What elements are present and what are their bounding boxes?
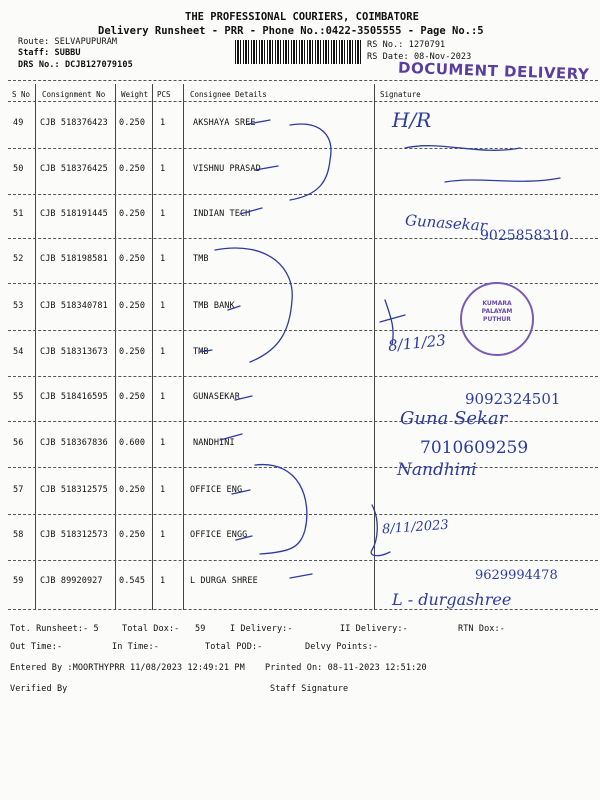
row-sno: 52	[13, 254, 24, 264]
row-sno: 50	[13, 164, 24, 174]
col-weight: Weight	[121, 90, 149, 99]
staff-label: Staff: SUBBU	[18, 48, 81, 58]
row-weight: 0.250	[119, 254, 146, 264]
in-time: In Time:-	[112, 642, 159, 652]
tick-mark	[290, 574, 312, 578]
row-weight: 0.250	[119, 118, 146, 128]
row-sno: 53	[13, 301, 24, 311]
row-weight: 0.250	[119, 485, 146, 495]
handwriting-name: L - durgashree	[392, 590, 512, 609]
row-pcs: 1	[160, 347, 166, 357]
row-pcs: 1	[160, 392, 166, 402]
delvy-points: Delvy Points:-	[305, 642, 379, 652]
row-consignee: TMB BANK	[193, 301, 235, 311]
row-consignee: TMB	[193, 254, 209, 264]
rs-date: RS Date: 08-Nov-2023	[367, 52, 472, 62]
row-consignment: CJB 518376423	[40, 118, 108, 128]
strike-mark	[445, 178, 560, 182]
row-consignment: CJB 518376425	[40, 164, 108, 174]
row-sno: 51	[13, 209, 24, 219]
row-pcs: 1	[160, 164, 166, 174]
entered-by: Entered By :MOORTHYPRR 11/08/2023 12:49:21 PM	[10, 663, 245, 673]
row-consignee: INDIAN TECH	[193, 209, 251, 219]
handwriting-date: 8/11/2023	[381, 517, 450, 538]
row-sno: 56	[13, 438, 24, 448]
row-consignee: AKSHAYA SREE	[193, 118, 256, 128]
bank-seal	[460, 282, 534, 356]
tick-mark	[248, 120, 270, 124]
tot-runsheet: Tot. Runsheet:- 5	[10, 624, 99, 634]
handwriting-date: 8/11/23	[387, 331, 447, 355]
row-sno: 58	[13, 530, 24, 540]
handwriting-phone: 9025858310	[480, 228, 570, 244]
seal-text: KUMARA PALAYAM PUTHUR	[481, 300, 513, 323]
row-consignee: NANDHINI	[193, 438, 235, 448]
total-dox-value: 59	[195, 624, 206, 634]
row-pcs: 1	[160, 118, 166, 128]
row-sno: 54	[13, 347, 24, 357]
col-sno: S No	[12, 90, 31, 99]
row-consignee: TMB	[193, 347, 209, 357]
company-name: THE PROFESSIONAL COURIERS, COIMBATORE	[185, 11, 419, 23]
bracket-mark	[255, 465, 307, 554]
row-sno: 55	[13, 392, 24, 402]
row-sno: 59	[13, 576, 24, 586]
route-label: Route: SELVAPUPURAM	[18, 37, 118, 47]
row-weight: 0.250	[119, 301, 146, 311]
tick-mark	[240, 208, 262, 214]
runsheet-subtitle: Delivery Runsheet - PRR - Phone No.:0422-3505555 - Page No.:5	[98, 25, 484, 37]
handwriting-phone: 9092324501	[465, 390, 561, 408]
row-sno: 57	[13, 485, 24, 495]
handwriting-name: Gunasekar	[404, 211, 488, 235]
row-pcs: 1	[160, 301, 166, 311]
ii-delivery: II Delivery:-	[340, 624, 408, 634]
row-consignee: OFFICE ENGG	[190, 530, 248, 540]
handwriting-phone: 7010609259	[420, 438, 529, 458]
tick-mark	[232, 490, 250, 494]
row-sno: 49	[13, 118, 24, 128]
row-weight: 0.250	[119, 530, 146, 540]
tick-mark	[228, 306, 240, 310]
col-pcs: PCS	[157, 90, 171, 99]
col-signature: Signature	[380, 90, 421, 99]
row-pcs: 1	[160, 576, 166, 586]
row-weight: 0.250	[119, 209, 146, 219]
document-delivery-stamp: DOCUMENT DELIVERY	[397, 58, 590, 84]
total-pod: Total POD:-	[205, 642, 263, 652]
row-weight: 0.250	[119, 164, 146, 174]
row-pcs: 1	[160, 485, 166, 495]
row-weight: 0.545	[119, 576, 146, 586]
row-consignee: GUNASEKAR	[193, 392, 240, 402]
row-consignment: CJB 518416595	[40, 392, 108, 402]
row-consignee: VISHNU PRASAD	[193, 164, 261, 174]
printed-on: Printed On: 08-11-2023 12:51:20	[265, 663, 427, 673]
bracket-mark	[215, 248, 292, 362]
tick-mark	[220, 434, 242, 440]
tick-mark	[200, 350, 212, 352]
handwriting-hr: H/R	[392, 108, 432, 132]
i-delivery: I Delivery:-	[230, 624, 293, 634]
rs-number: RS No.: 1270791	[367, 40, 446, 50]
row-consignment: CJB 89920927	[40, 576, 103, 586]
row-pcs: 1	[160, 254, 166, 264]
tick-mark	[255, 166, 278, 170]
row-consignee: L DURGA SHREE	[190, 576, 258, 586]
row-consignment: CJB 518313673	[40, 347, 108, 357]
row-consignment: CJB 518367836	[40, 438, 108, 448]
row-pcs: 1	[160, 209, 166, 219]
col-consignee: Consignee Details	[190, 90, 267, 99]
row-weight: 0.600	[119, 438, 146, 448]
staff-signature: Staff Signature	[270, 684, 349, 694]
row-consignment: CJB 518312575	[40, 485, 108, 495]
total-dox-label: Total Dox:-	[122, 624, 180, 634]
col-consignment: Consignment No	[42, 90, 106, 99]
rtn-dox: RTN Dox:-	[458, 624, 505, 634]
out-time: Out Time:-	[10, 642, 63, 652]
drs-number: DRS No.: DCJB127079105	[18, 60, 133, 70]
row-weight: 0.250	[119, 347, 146, 357]
handwriting-name: Nandhini	[397, 460, 477, 480]
tick-mark	[235, 396, 252, 400]
row-weight: 0.250	[119, 392, 146, 402]
row-pcs: 1	[160, 438, 166, 448]
row-consignee: OFFICE ENG	[190, 485, 243, 495]
row-consignment: CJB 518191445	[40, 209, 108, 219]
row-consignment: CJB 518312573	[40, 530, 108, 540]
bracket-mark	[290, 124, 331, 200]
row-consignment: CJB 518340781	[40, 301, 108, 311]
handwriting-name: Guna Sekar	[400, 408, 508, 429]
row-pcs: 1	[160, 530, 166, 540]
handwriting-phone: 9629994478	[475, 568, 558, 583]
tick-mark	[236, 536, 252, 540]
verified-by: Verified By	[10, 684, 68, 694]
row-consignment: CJB 518198581	[40, 254, 108, 264]
strike-mark	[405, 146, 520, 151]
